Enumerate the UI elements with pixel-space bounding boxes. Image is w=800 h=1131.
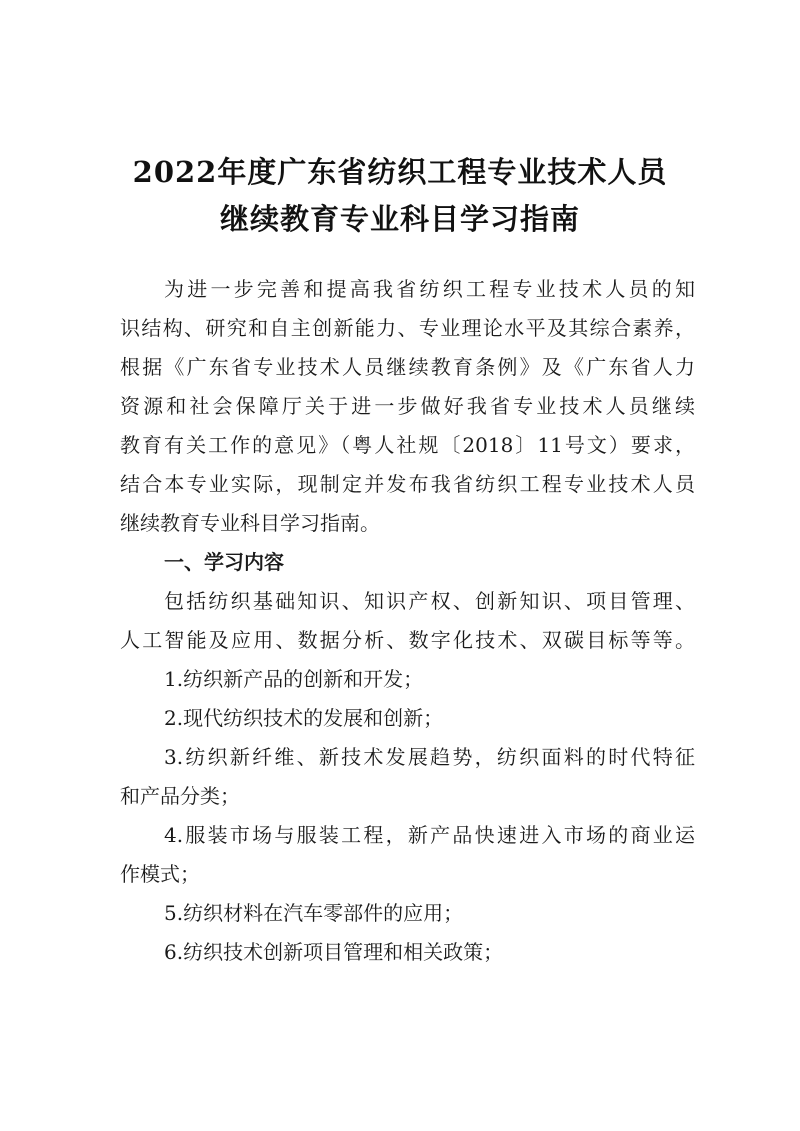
intro-paragraph-line: 继续教育专业科目学习指南。 xyxy=(120,511,380,535)
list-item-4-line-1: 4.服装市场与服装工程，新产品快速进入市场的商业运 xyxy=(164,823,695,847)
intro-paragraph-line: 根据《广东省专业技术人员继续教育条例》及《广东省人力 xyxy=(120,355,695,379)
list-item-6: 6.纺织技术创新项目管理和相关政策； xyxy=(164,940,504,964)
list-item-1: 1.纺织新产品的创新和开发； xyxy=(164,667,424,691)
section-heading-learning-content: 一、学习内容 xyxy=(164,550,284,574)
list-item-3-line-1: 3.纺织新纤维、新技术发展趋势，纺织面料的时代特征 xyxy=(164,745,695,769)
intro-paragraph-line: 识结构、研究和自主创新能力、专业理论水平及其综合素养， xyxy=(120,316,695,340)
section-intro-line: 包括纺织基础知识、知识产权、创新知识、项目管理、 xyxy=(164,589,695,613)
list-item-5: 5.纺织材料在汽车零部件的应用； xyxy=(164,901,464,925)
intro-paragraph-line: 资源和社会保障厅关于进一步做好我省专业技术人员继续 xyxy=(120,394,695,418)
list-item-3-line-2: 和产品分类； xyxy=(120,784,240,808)
list-item-2: 2.现代纺织技术的发展和创新； xyxy=(164,706,444,730)
document-title-line-1: 2022年度广东省纺织工程专业技术人员 xyxy=(132,155,668,189)
section-intro-line: 人工智能及应用、数据分析、数字化技术、双碳目标等等。 xyxy=(120,628,695,652)
intro-paragraph-line: 为进一步完善和提高我省纺织工程专业技术人员的知 xyxy=(164,277,695,301)
document-title-line-2: 继续教育专业科目学习指南 xyxy=(219,202,580,236)
intro-paragraph-line: 教育有关工作的意见》（粤人社规〔2018〕11号文）要求， xyxy=(120,433,695,457)
list-item-4-line-2: 作模式； xyxy=(120,862,200,886)
document-body xyxy=(120,270,695,972)
intro-paragraph-line: 结合本专业实际，现制定并发布我省纺织工程专业技术人员 xyxy=(120,472,695,496)
